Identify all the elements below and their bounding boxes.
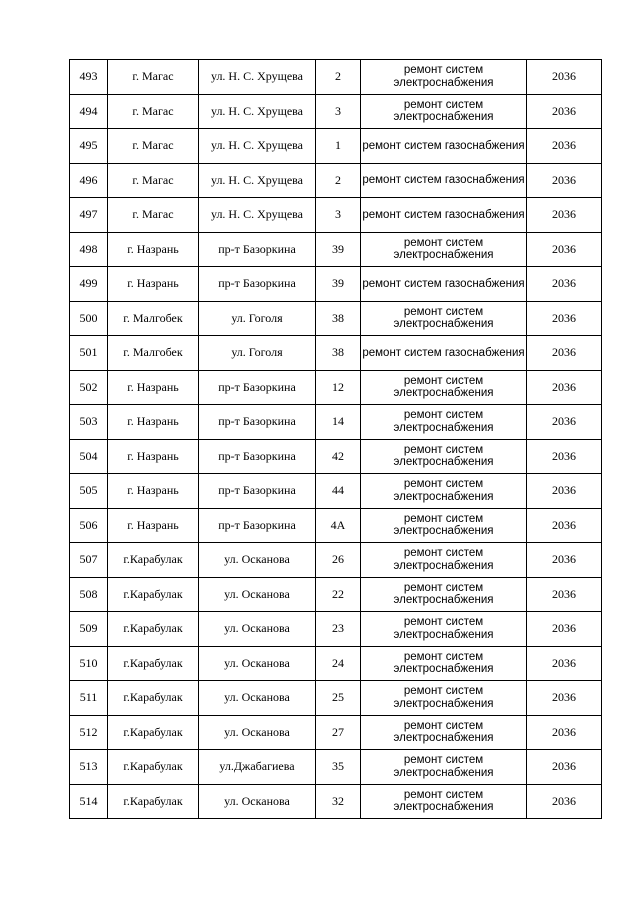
table-row: [70, 405, 602, 440]
year-cell: 2036: [527, 129, 602, 164]
house-number-cell: 23: [316, 612, 361, 647]
table-row: [70, 60, 602, 95]
year-cell: 2036: [527, 336, 602, 371]
work-type-cell: ремонт систем газоснабжения: [361, 336, 527, 371]
street-cell: пр-т Базоркина: [199, 508, 316, 543]
work-type-cell: ремонт систем электроснабжения: [361, 439, 527, 474]
city-cell: г. Назрань: [108, 474, 199, 509]
row-number-cell: 510: [70, 646, 108, 681]
year-cell: 2036: [527, 646, 602, 681]
table-row: [70, 129, 602, 164]
house-number-cell: 3: [316, 198, 361, 233]
row-number-cell: 513: [70, 750, 108, 785]
table-row: [70, 646, 602, 681]
table-row: [70, 198, 602, 233]
house-number-cell: 44: [316, 474, 361, 509]
work-type-cell: ремонт систем электроснабжения: [361, 94, 527, 129]
work-type-cell: ремонт систем электроснабжения: [361, 715, 527, 750]
street-cell: ул. Гоголя: [199, 336, 316, 371]
year-cell: 2036: [527, 543, 602, 578]
work-type-cell: ремонт систем газоснабжения: [361, 163, 527, 198]
table-row: [70, 612, 602, 647]
street-cell: пр-т Базоркина: [199, 405, 316, 440]
street-cell: ул. Гоголя: [199, 301, 316, 336]
row-number-cell: 503: [70, 405, 108, 440]
street-cell: ул. Осканова: [199, 543, 316, 578]
work-type-cell: ремонт систем электроснабжения: [361, 612, 527, 647]
year-cell: 2036: [527, 232, 602, 267]
work-type-cell: ремонт систем электроснабжения: [361, 474, 527, 509]
work-type-cell: ремонт систем газоснабжения: [361, 198, 527, 233]
year-cell: 2036: [527, 612, 602, 647]
row-number-cell: 500: [70, 301, 108, 336]
row-number-cell: 495: [70, 129, 108, 164]
city-cell: г. Магас: [108, 94, 199, 129]
house-number-cell: 12: [316, 370, 361, 405]
row-number-cell: 497: [70, 198, 108, 233]
house-number-cell: 35: [316, 750, 361, 785]
table-row: [70, 232, 602, 267]
city-cell: г.Карабулак: [108, 543, 199, 578]
street-cell: ул.Джабагиева: [199, 750, 316, 785]
house-number-cell: 25: [316, 681, 361, 716]
year-cell: 2036: [527, 163, 602, 198]
work-type-cell: ремонт систем электроснабжения: [361, 543, 527, 578]
work-type-cell: ремонт систем электроснабжения: [361, 784, 527, 819]
year-cell: 2036: [527, 405, 602, 440]
city-cell: г. Назрань: [108, 267, 199, 302]
row-number-cell: 499: [70, 267, 108, 302]
street-cell: ул. Осканова: [199, 784, 316, 819]
table-row: [70, 163, 602, 198]
table-row: [70, 301, 602, 336]
street-cell: ул. Осканова: [199, 715, 316, 750]
city-cell: г.Карабулак: [108, 784, 199, 819]
table-row: [70, 474, 602, 509]
city-cell: г. Назрань: [108, 508, 199, 543]
row-number-cell: 493: [70, 60, 108, 95]
year-cell: 2036: [527, 439, 602, 474]
city-cell: г.Карабулак: [108, 681, 199, 716]
row-number-cell: 505: [70, 474, 108, 509]
work-type-cell: ремонт систем электроснабжения: [361, 232, 527, 267]
row-number-cell: 509: [70, 612, 108, 647]
house-number-cell: 42: [316, 439, 361, 474]
city-cell: г.Карабулак: [108, 646, 199, 681]
year-cell: 2036: [527, 715, 602, 750]
table-row: [70, 715, 602, 750]
street-cell: пр-т Базоркина: [199, 232, 316, 267]
work-type-cell: ремонт систем газоснабжения: [361, 267, 527, 302]
row-number-cell: 514: [70, 784, 108, 819]
house-number-cell: 3: [316, 94, 361, 129]
row-number-cell: 494: [70, 94, 108, 129]
city-cell: г. Назрань: [108, 370, 199, 405]
table-row: [70, 370, 602, 405]
street-cell: пр-т Базоркина: [199, 370, 316, 405]
table-row: [70, 94, 602, 129]
city-cell: г.Карабулак: [108, 577, 199, 612]
table-row: [70, 681, 602, 716]
house-number-cell: 38: [316, 301, 361, 336]
year-cell: 2036: [527, 370, 602, 405]
street-cell: ул. Н. С. Хрущева: [199, 163, 316, 198]
row-number-cell: 508: [70, 577, 108, 612]
city-cell: г. Малгобек: [108, 336, 199, 371]
table-body: [70, 60, 602, 819]
row-number-cell: 511: [70, 681, 108, 716]
year-cell: 2036: [527, 60, 602, 95]
work-type-cell: ремонт систем газоснабжения: [361, 129, 527, 164]
house-number-cell: 24: [316, 646, 361, 681]
row-number-cell: 496: [70, 163, 108, 198]
row-number-cell: 512: [70, 715, 108, 750]
house-number-cell: 4А: [316, 508, 361, 543]
year-cell: 2036: [527, 577, 602, 612]
row-number-cell: 507: [70, 543, 108, 578]
house-number-cell: 32: [316, 784, 361, 819]
table-row: [70, 439, 602, 474]
street-cell: ул. Н. С. Хрущева: [199, 60, 316, 95]
work-type-cell: ремонт систем электроснабжения: [361, 370, 527, 405]
street-cell: ул. Н. С. Хрущева: [199, 129, 316, 164]
row-number-cell: 504: [70, 439, 108, 474]
house-number-cell: 38: [316, 336, 361, 371]
work-type-cell: ремонт систем электроснабжения: [361, 681, 527, 716]
year-cell: 2036: [527, 681, 602, 716]
city-cell: г.Карабулак: [108, 715, 199, 750]
house-number-cell: 39: [316, 267, 361, 302]
city-cell: г. Магас: [108, 163, 199, 198]
city-cell: г. Магас: [108, 60, 199, 95]
table-row: [70, 543, 602, 578]
street-cell: пр-т Базоркина: [199, 267, 316, 302]
table-row: [70, 750, 602, 785]
house-number-cell: 2: [316, 163, 361, 198]
table-row: [70, 508, 602, 543]
city-cell: г. Магас: [108, 129, 199, 164]
work-type-cell: ремонт систем электроснабжения: [361, 646, 527, 681]
street-cell: ул. Осканова: [199, 681, 316, 716]
street-cell: ул. Осканова: [199, 577, 316, 612]
work-type-cell: ремонт систем электроснабжения: [361, 405, 527, 440]
work-type-cell: ремонт систем электроснабжения: [361, 508, 527, 543]
house-number-cell: 27: [316, 715, 361, 750]
table-row: [70, 577, 602, 612]
year-cell: 2036: [527, 267, 602, 302]
table-row: [70, 336, 602, 371]
row-number-cell: 502: [70, 370, 108, 405]
house-number-cell: 39: [316, 232, 361, 267]
city-cell: г. Назрань: [108, 405, 199, 440]
house-number-cell: 2: [316, 60, 361, 95]
work-type-cell: ремонт систем электроснабжения: [361, 750, 527, 785]
year-cell: 2036: [527, 474, 602, 509]
street-cell: ул. Осканова: [199, 646, 316, 681]
city-cell: г. Малгобек: [108, 301, 199, 336]
work-type-cell: ремонт систем электроснабжения: [361, 301, 527, 336]
city-cell: г.Карабулак: [108, 612, 199, 647]
work-type-cell: ремонт систем электроснабжения: [361, 577, 527, 612]
city-cell: г.Карабулак: [108, 750, 199, 785]
street-cell: пр-т Базоркина: [199, 439, 316, 474]
repair-schedule-table: [69, 59, 602, 819]
year-cell: 2036: [527, 301, 602, 336]
row-number-cell: 501: [70, 336, 108, 371]
house-number-cell: 22: [316, 577, 361, 612]
row-number-cell: 506: [70, 508, 108, 543]
street-cell: ул. Н. С. Хрущева: [199, 198, 316, 233]
house-number-cell: 14: [316, 405, 361, 440]
street-cell: пр-т Базоркина: [199, 474, 316, 509]
city-cell: г. Назрань: [108, 439, 199, 474]
house-number-cell: 26: [316, 543, 361, 578]
house-number-cell: 1: [316, 129, 361, 164]
work-type-cell: ремонт систем электроснабжения: [361, 60, 527, 95]
year-cell: 2036: [527, 94, 602, 129]
year-cell: 2036: [527, 750, 602, 785]
city-cell: г. Магас: [108, 198, 199, 233]
row-number-cell: 498: [70, 232, 108, 267]
street-cell: ул. Осканова: [199, 612, 316, 647]
year-cell: 2036: [527, 508, 602, 543]
table-row: [70, 784, 602, 819]
year-cell: 2036: [527, 784, 602, 819]
street-cell: ул. Н. С. Хрущева: [199, 94, 316, 129]
year-cell: 2036: [527, 198, 602, 233]
city-cell: г. Назрань: [108, 232, 199, 267]
table-row: [70, 267, 602, 302]
